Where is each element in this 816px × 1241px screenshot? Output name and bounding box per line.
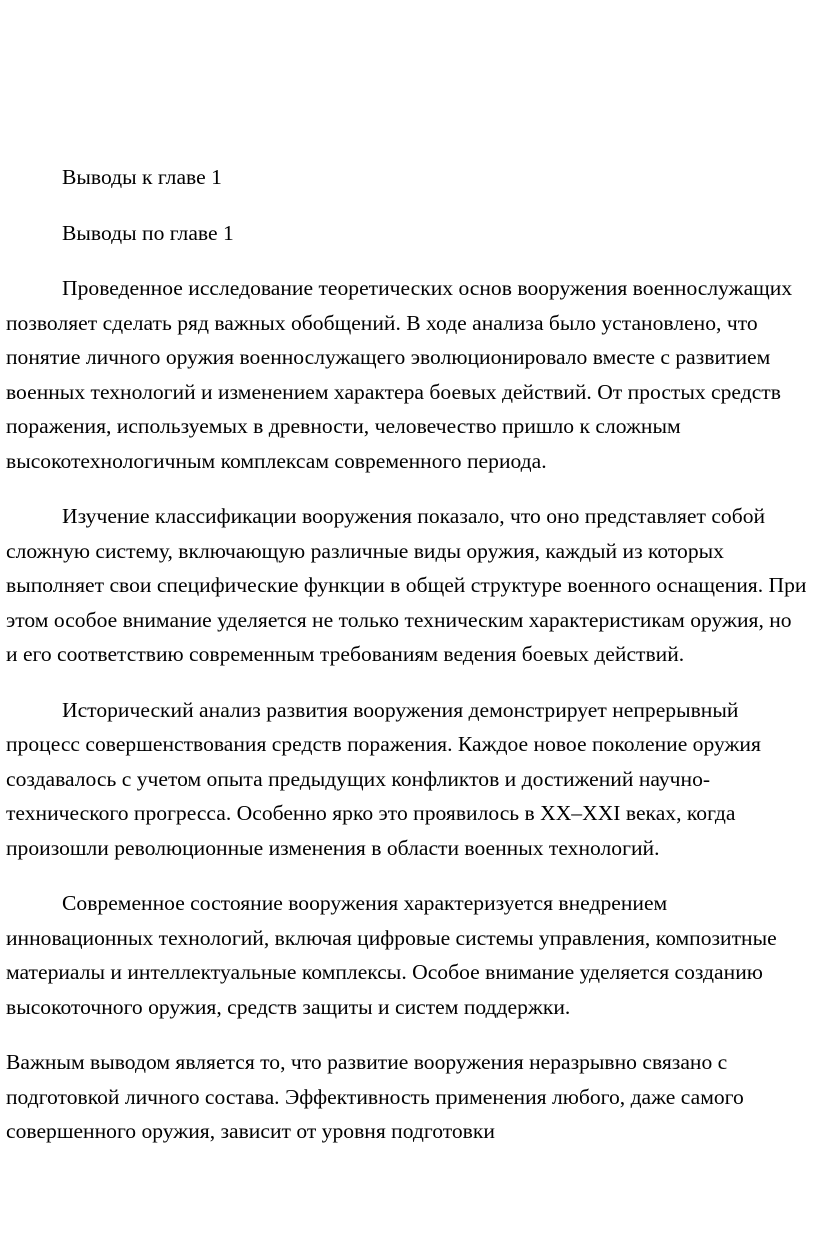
paragraph-theoretical-basis: Проведенное исследование теоретических основ вооружения военнослужащих позволяет сделать ряд важных обобщений. В ходе анализа было установлено, что понятие личного оружия военнослужащего эволюционировало вместе с развитием военных технологий и изменением характера боевых действий. От простых средств поражения, используемых в древности, человечество пришло к сложным высокотехнологичным комплексам современного периода. bbox=[6, 276, 793, 473]
paragraph-personnel-training: Важным выводом является то, что развитие вооружения неразрывно связано с подготовкой личного состава. Эффективность применения любого, даже самого совершенного оружия, зависит от уровня подготовки bbox=[6, 1050, 744, 1143]
document-body bbox=[0, 160, 816, 1149]
chapter-conclusions-subheading: Выводы по главе 1 bbox=[62, 220, 234, 245]
paragraph-historical-analysis: Исторический анализ развития вооружения демонстрирует непрерывный процесс совершенствования средств поражения. Каждое новое поколение оружия создавалось с учетом опыта предыдущих конфликтов и достижений научно-технического прогресса. Особенно ярко это проявилось в XX–XXI веках, когда произошли революционные изменения в области военных технологий. bbox=[6, 697, 761, 860]
paragraph-modern-state: Современное состояние вооружения характеризуется внедрением инновационных технологий, включая цифровые системы управления, композитные материалы и интеллектуальные комплексы. Особое внимание уделяется созданию высокоточного оружия, средств защиты и систем поддержки. bbox=[6, 891, 777, 1019]
paragraph-classification: Изучение классификации вооружения показало, что оно представляет собой сложную систему, включающую различные виды оружия, каждый из которых выполняет свои специфические функции в общей структуре военного оснащения. При этом особое внимание уделяется не только техническим характеристикам оружия, но и его соответствию современным требованиям ведения боевых действий. bbox=[6, 504, 807, 666]
chapter-conclusions-heading: Выводы к главе 1 bbox=[62, 165, 222, 189]
